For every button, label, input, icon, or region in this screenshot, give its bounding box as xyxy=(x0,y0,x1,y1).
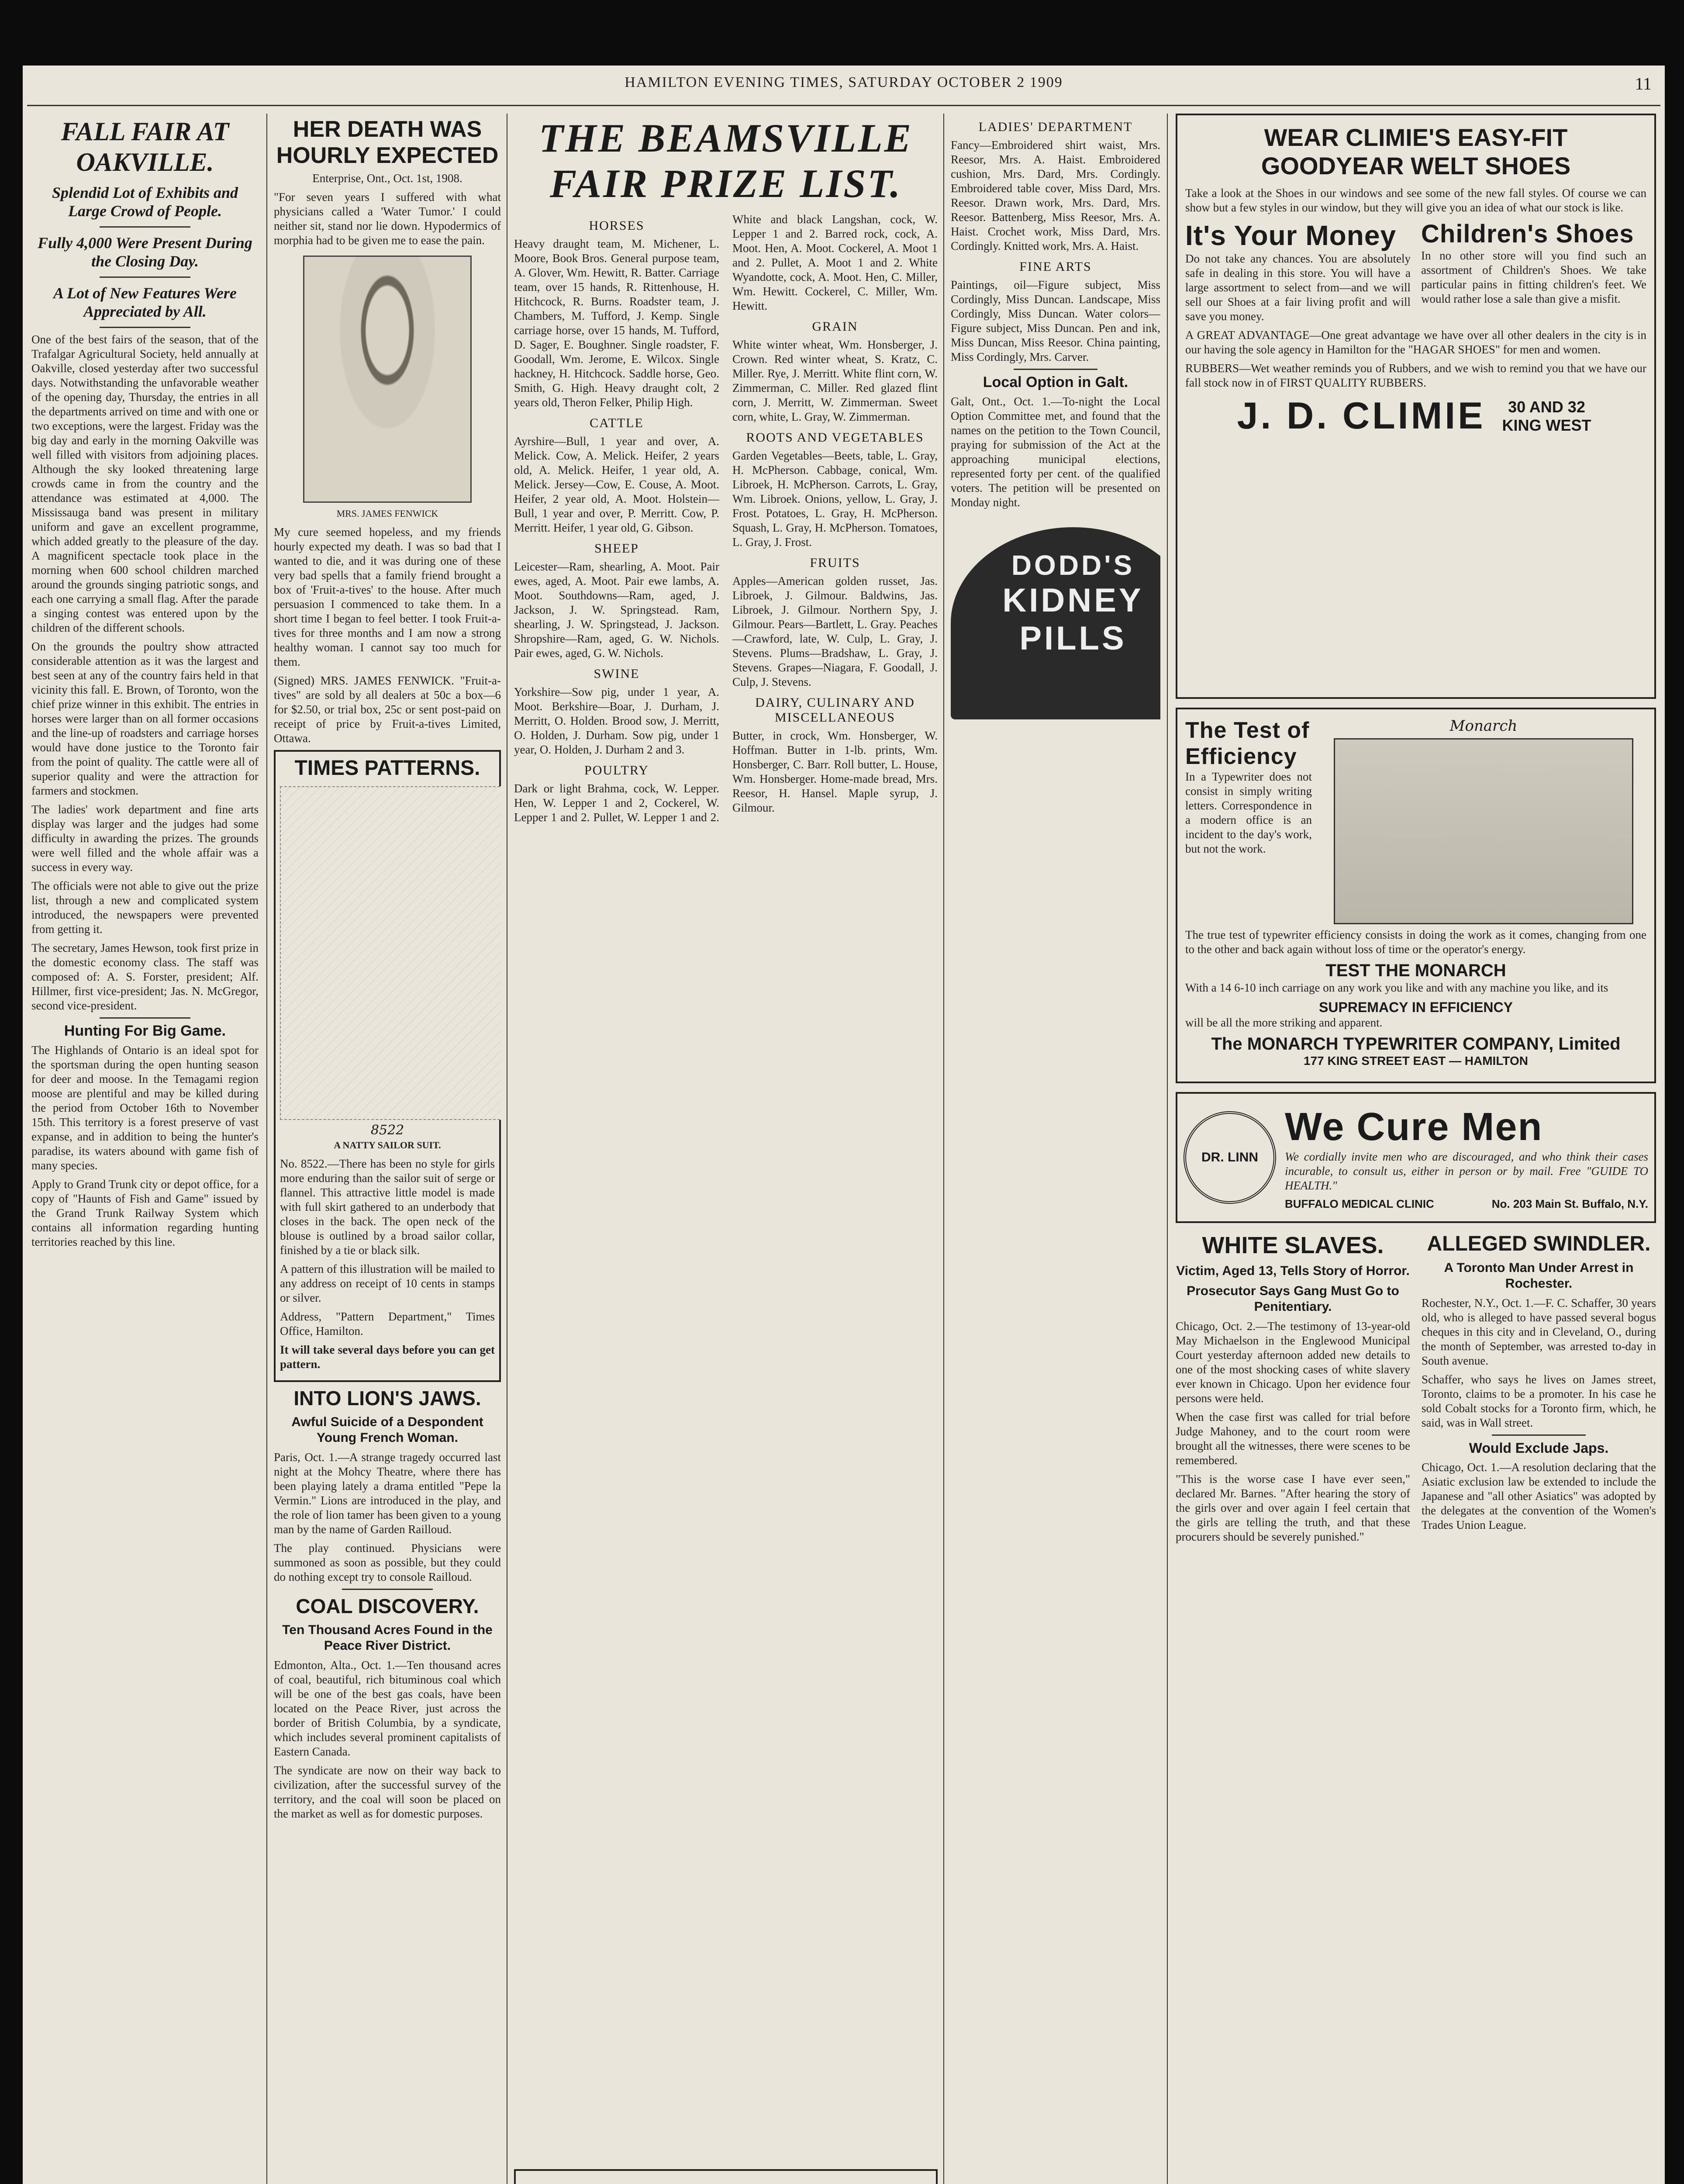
section-text: Paintings, oil—Figure subject, Miss Cordingly, Miss Duncan. Landscape, Miss Cordingly, Miss Duncan. Water colors—Figure subject, Miss Duncan. Pen and ink, Miss Duncan, Miss Reesor. China painting, Miss Cordingly, Mrs. Carver. xyxy=(951,278,1160,363)
top-rule xyxy=(27,105,1660,106)
portrait-caption: MRS. JAMES FENWICK xyxy=(336,508,438,519)
article-paragraph: The officials were not able to give out the prize list, through a new and complicated system introduced, the newspapers were prevented from getting it. xyxy=(31,879,259,936)
article-paragraph: My cure seemed hopeless, and my friends hourly expected my death. I was so bad that I wanted to die, and it was during one of these very bad spells that a family friend brought a box of 'Fruit-a-tives' to the house. After much persuasion I commenced to take them. In a short time I began to feel better. I took Fruit-a-tives for three months and I am now a strong healthy woman. I cannot say too much for them. xyxy=(274,525,501,668)
article-paragraph: The secretary, James Hewson, took first prize in the domestic economy class. The staff was composed of: A. S. Forster, president; Alf. Hillmer, first vice-president; Jas. N. McGregor, second vice-president. xyxy=(31,941,259,1012)
death-headline: HER DEATH WAS HOURLY EXPECTED xyxy=(276,117,499,168)
section-text: Fancy—Embroidered shirt waist, Mrs. Reesor, Mrs. A. Haist. Embroidered cushion, Mrs. Dard, Mrs. Cordingly. Embroidered table cover, Miss Dard, Mrs. Reesor. Drawn work, Mrs. Dard, Mrs. Reesor. Battenberg, Miss Reesor, Mrs. A. Haist. Crochet work, Miss Dard, Mrs. Cordingly. Knitted work, Mrs. A. Haist. xyxy=(951,138,1160,252)
divider xyxy=(100,226,190,228)
section-title: DAIRY, CULINARY AND MISCELLANEOUS xyxy=(755,695,915,725)
cure-ad-address: No. 203 Main St. Buffalo, N.Y. xyxy=(1491,1197,1648,1210)
galt-headline: Local Option in Galt. xyxy=(983,374,1128,390)
section-title: FINE ARTS xyxy=(1019,259,1092,274)
swindler-deck: A Toronto Man Under Arrest in Rochester. xyxy=(1444,1261,1634,1291)
dodds-kidney-pills-ad xyxy=(951,527,1160,719)
article-paragraph: The play continued. Physicians were summoned as soon as possible, but they could do nothing except try to console Railloud. xyxy=(274,1541,501,1583)
patterns-box xyxy=(274,750,501,1382)
cure-ad-text: We cordially invite men who are discouraged, and who think their cases incurable, to consult us, either in person or by mail. Free "GUIDE TO HEALTH." xyxy=(1285,1150,1648,1192)
climie-address: 30 AND 32 KING WEST xyxy=(1502,397,1591,434)
article-paragraph: Address, "Pattern Department," Times Office, Hamilton. xyxy=(280,1310,495,1337)
article-paragraph: No. 8522.—There has been no style for girls more enduring than the sailor suit of serge or flannel. This attractive little model is made with full skirt gathered to an underbody that closes in the back. The open neck of the blouse is outlined by a broad sailor collar, finished by a tie or black silk. xyxy=(280,1157,495,1257)
page-number: 11 xyxy=(1635,74,1652,93)
white-slaves-deck: Victim, Aged 13, Tells Story of Horror. xyxy=(1176,1264,1410,1278)
section-text: Dark or light Brahma, cock, W. Lepper. Hen, W. Lepper 1 and 2, Cockerel, W. Lepper 1 and 2. Pullet, W. Lepper 1 and 2. White and black Langshan, cock, W. Lepper 1 and 2. Barred rock, cock, A. Moot. Hen, A. Moot. Cockerel, A. Moot 1 and 2. Pullet, A. Moot 1 and 2. White Wyandotte, cock, A. Moot. Hen, C. Miller, Wm. Hewitt. Cockerel, C. Miller, Wm. Hewitt. xyxy=(514,213,938,824)
climie-headline: WEAR CLIMIE'S EASY-FIT xyxy=(1264,124,1568,151)
column-divider xyxy=(1167,114,1168,2184)
dodds-line: PILLS xyxy=(1019,620,1127,657)
patterns-headline: TIMES PATTERNS. xyxy=(294,757,480,780)
section-text: Butter, in crock, Wm. Honsberger, W. Hoffman. Butter in 1-lb. prints, Wm. Honsberger, C. Barr. Roll butter, L. House, Wm. Honsberger. Home-made bread, Mrs. Reesor, H. Hansel. Maple syrup, J. Gilmour. xyxy=(732,729,938,814)
monarch-address: 177 KING STREET EAST — HAMILTON xyxy=(1304,1054,1528,1068)
clinic-seal-icon xyxy=(1184,1111,1276,1204)
monarch-company: The MONARCH TYPEWRITER COMPANY, Limited xyxy=(1211,1034,1621,1054)
white-slaves-deck: Prosecutor Says Gang Must Go to Penitentiary. xyxy=(1187,1284,1399,1314)
clinic-seal-text: DR. LINN xyxy=(1201,1150,1258,1165)
pattern-caption: A NATTY SAILOR SUIT. xyxy=(334,1140,441,1151)
column-ladies xyxy=(951,114,1160,2184)
article-paragraph: Rochester, N.Y., Oct. 1.—F. C. Schaffer, 30 years old, who is alleged to have passed several bogus cheques in this city and in Cleveland, O., during the month of September, was arrested to-day in South avenue. xyxy=(1422,1296,1656,1367)
divider xyxy=(1492,1434,1586,1436)
column-white-slaves xyxy=(1176,1232,1410,1548)
dodds-line: DODD'S xyxy=(1011,549,1135,581)
climie-children xyxy=(1421,219,1646,328)
climie-headline: GOODYEAR WELT SHOES xyxy=(1261,152,1571,180)
lion-deck: Awful Suicide of a Despondent Young French Woman. xyxy=(291,1415,483,1445)
coal-headline: COAL DISCOVERY. xyxy=(296,1595,479,1617)
prize-list-headline: THE BEAMSVILLE FAIR PRIZE LIST. xyxy=(538,116,913,206)
climie-columns xyxy=(1185,219,1646,328)
article-paragraph: Chicago, Oct. 1.—A resolution declaring that the Asiatic exclusion law be extended to include the Japanese and "all other Asiatics" was adopted by the delegates at the convention of the Women's Trades Union League. xyxy=(1422,1461,1656,1531)
section-text: Heavy draught team, M. Michener, L. Moore, Book Bros. General purpose team, A. Glover, Wm. Hewitt, R. Batter. Carriage team, over 15 hands, R. Rittenhouse, H. Hitchcock, R. Burns. Roadster team, J. Chambers, M. Tufford, J. Kemp. Single carriage horse, over 15 hands, M. Tufford, D. Sager, E. Boughner. Single roadster, F. Goodall, Wm. Jerome, E. Wilcox. Single hackney, H. Hitchcock. Saddle horse, Geo. Smith, G. High. Heavy draught colt, 2 years old, Theron Felker, Philip High. xyxy=(514,237,719,409)
monarch-headline: The Test of Efficiency xyxy=(1185,718,1310,769)
fall-fair-headline: FALL FAIR AT OAKVILLE. xyxy=(61,117,229,176)
typewriter-illustration xyxy=(1334,738,1633,924)
section-title: POULTRY xyxy=(584,763,649,778)
climie-money xyxy=(1185,219,1411,328)
portrait-illustration xyxy=(303,256,472,503)
fall-fair-deck: Splendid Lot of Exhibits and Large Crowd of People. xyxy=(52,184,238,220)
coal-deck: Ten Thousand Acres Found in the Peace River District. xyxy=(282,1623,493,1653)
hunting-headline: Hunting For Big Game. xyxy=(64,1023,226,1039)
article-paragraph: Apply to Grand Trunk city or depot office, for a copy of "Haunts of Fish and Game" issued by the Grand Trunk Railway System which contains all information regarding hunting territories reached by this line. xyxy=(31,1178,259,1248)
article-paragraph: "For seven years I suffered with what physicians called a 'Water Tumor.' I could neither sit, stand nor lie down. Hypodermics of morphia had to be given me to ease the pain. xyxy=(274,190,501,247)
section-title: FRUITS xyxy=(810,556,860,570)
article-paragraph: (Signed) MRS. JAMES FENWICK. "Fruit-a-tives" are sold by all dealers at 50c a box—6 for $2.50, or trial box, 25c or sent post-paid on receipt of price by Fruit-a-tives Limited, Ottawa. xyxy=(274,674,501,745)
section-title: SWINE xyxy=(594,667,640,681)
article-paragraph: Galt, Ont., Oct. 1.—To-night the Local Option Committee met, and found that the names on the petition to the Town Council, praying for submission of the Act at the approaching municipal elections, represented forty per cent. of the qualified voters. The petition will be presented on Monday night. xyxy=(951,395,1160,509)
newspaper-page xyxy=(23,66,1665,2184)
monarch-supremacy-text: will be all the more striking and apparent. xyxy=(1185,1016,1383,1029)
cure-ad-body xyxy=(1285,1105,1648,1211)
column-news xyxy=(274,114,501,2184)
dodds-line: KIDNEY xyxy=(1002,582,1144,619)
article-paragraph: The ladies' work department and fine arts display was larger and the judges had some difficulty in awarding the prizes. The grounds were well filled and the whole affair was a success in every way. xyxy=(31,803,259,874)
climie-money-text: Do not take any chances. You are absolutely safe in dealing in this store. You will have a large assortment to select from—and we will sell our Shoes at a fair living profit and will save you money. xyxy=(1185,252,1411,323)
article-paragraph: Schaffer, who says he lives on James street, Toronto, claims to be a promoter. In his case he sold Cobalt stocks for a Toronto firm, which, he said, was in Wall street. xyxy=(1422,1373,1656,1429)
climie-advantage: A GREAT ADVANTAGE—One great advantage we have over all other dealers in the city is in our having the sole agency in Hamilton for the "HAGAR SHOES" for men and women. xyxy=(1185,328,1646,356)
article-paragraph: Paris, Oct. 1.—A strange tragedy occurred last night at the Mohcy Theatre, where there has been playing lately a drama entitled "Pepe la Vermin." Lions are introduced in the play, and the role of lion tamer has been given to a young man by the name of Garden Railloud. xyxy=(274,1451,501,1536)
white-slaves-headline: WHITE SLAVES. xyxy=(1202,1232,1384,1258)
monarch-label: Monarch xyxy=(1449,717,1518,735)
section-title: ROOTS AND VEGETABLES xyxy=(746,430,924,445)
section-text: Yorkshire—Sow pig, under 1 year, A. Moot. Berkshire—Boar, J. Durham, J. Merritt, O. Holden. Brood sow, J. Merritt, O. Holden, J. Durham. Sow pig, under 1 year, O. Holden, J. Durham 2 and 3. xyxy=(514,685,719,756)
sailor-suit-illustration xyxy=(280,786,501,1120)
article-paragraph: One of the best fairs of the season, that of the Trafalgar Agricultural Society, held annually at Oakville, closed yesterday after two successful days. Notwithstanding the unfavorable weather of the opening day, Thursday, the entries in all the departments arrived on time and with one or two exceptions, were the largest. Friday was the big day and early in the morning Oakville was well filled with visitors from adjoining places. Although the sky looked threatening large crowds came in from the country and the attendance was estimated at 4,000. The Mississauga band was present in military uniform and gave an excellent programme, which added greatly to the pleasure of the day. A magnificent spectacle took place in the morning when 600 school children marched around the grounds singing patriotic songs, and each one carrying a small flag. After the parade a singing contest was entered upon by the children of the different schools. xyxy=(31,333,259,634)
pattern-number: 8522 xyxy=(370,1123,404,1138)
climie-children-headline: Children's Shoes xyxy=(1421,220,1634,248)
section-text: Apples—American golden russet, Jas. Libroek, J. Gilmour. Baldwins, Jas. Libroek, J. Gilmour. Northern Spy, J. Gilmour. Pears—Bartlett, L. Gray. Peaches—Crawford, late, W. Culp, L. Gray, J. Stevens. Plums—Bradshaw, L. Gray, J. Stevens. Grapes—Niagara, F. Goodall, J. Culp, J. Stevens. xyxy=(732,574,938,688)
column-divider xyxy=(943,114,944,2184)
climie-intro: Take a look at the Shoes in our windows and see some of the new fall styles. Of course we can show but a few styles in our window, but they will give you an idea of what our stock is like. xyxy=(1185,187,1646,214)
section-title: GRAIN xyxy=(812,319,858,334)
divider xyxy=(100,276,190,278)
cure-ad-headline: We Cure Men xyxy=(1285,1105,1543,1149)
column-divider xyxy=(266,114,267,2184)
divider xyxy=(100,327,190,328)
death-dateline: Enterprise, Ont., Oct. 1st, 1908. xyxy=(312,172,462,185)
monarch-typewriter-ad xyxy=(1176,708,1656,1083)
climie-money-headline: It's Your Money xyxy=(1185,220,1397,251)
climie-brand: J. D. CLIMIE xyxy=(1237,395,1486,437)
piles-ad xyxy=(514,2169,938,2184)
article-paragraph: "This is the worse case I have ever seen," declared Mr. Barnes. "After hearing the story of the girls over and over again I feel certain that the girls are telling the truth, and that these procurers should be severely punished." xyxy=(1176,1472,1410,1543)
article-paragraph: Chicago, Oct. 2.—The testimony of 13-year-old May Michaelson in the Englewood Municipal Court yesterday afternoon added new details to one of the most shocking cases of white slavery ever known in Chicago. Upon her evidence four persons were held. xyxy=(1176,1320,1410,1405)
cure-ad-footer xyxy=(1285,1197,1648,1211)
article-paragraph: Edmonton, Alta., Oct. 1.—Ten thousand acres of coal, beautiful, rich bituminous coal which will be one of the best gas coals, have been located on the Peace River, just across the border of British Columbia, by a syndicate, which includes several prominent capitalists of Eastern Canada. xyxy=(274,1659,501,1758)
column-swindler xyxy=(1422,1232,1656,1548)
monarch-body: The true test of typewriter efficiency consists in doing the work as it comes, changing from one to the other and back again without loss of time or the operator's energy. xyxy=(1185,928,1646,956)
we-cure-men-ad xyxy=(1176,1092,1656,1223)
section-title: SHEEP xyxy=(594,541,639,556)
cure-ad-clinic: BUFFALO MEDICAL CLINIC xyxy=(1285,1197,1434,1210)
column-right xyxy=(1176,114,1656,2184)
fall-fair-deck: A Lot of New Features Were Appreciated by All. xyxy=(53,284,237,320)
section-text: White winter wheat, Wm. Honsberger, J. Crown. Red winter wheat, S. Kratz, C. Miller. Rye, J. Merritt. White flint corn, W. Zimmerman, C. Miller. Red glazed flint corn, J. Merritt, W. Zimmerman. Sweet corn, white, L. Gray, W. Zimmerman. xyxy=(732,338,938,423)
section-title: CATTLE xyxy=(590,416,644,430)
section-title: LADIES' DEPARTMENT xyxy=(978,120,1133,134)
prize-list-body xyxy=(514,212,938,2169)
divider xyxy=(1014,369,1097,370)
bottom-news xyxy=(1176,1232,1656,1548)
monarch-intro: In a Typewriter does not consist in simply writing letters. Correspondence in a modern office is an incident to the day's work, but not the work. xyxy=(1185,770,1312,855)
article-paragraph: It will take several days before you can get pattern. xyxy=(280,1343,495,1371)
climie-rubbers: RUBBERS—Wet weather reminds you of Rubbers, and we wish to remind you that we have our fall stock now in of FIRST QUALITY RUBBERS. xyxy=(1185,362,1646,389)
masthead-title: HAMILTON EVENING TIMES, SATURDAY OCTOBER 2 1909 xyxy=(625,74,1063,90)
climie-children-text: In no other store will you find such an assortment of Children's Shoes. We take particular pains in fitting children's feet. We would rather lose a sale than give a misfit. xyxy=(1421,249,1646,305)
japs-headline: Would Exclude Japs. xyxy=(1469,1440,1609,1456)
article-paragraph: When the case first was called for trial before Judge Mahoney, and to the court room were brought all the witnesses, there were scenes to be remembered. xyxy=(1176,1410,1410,1467)
monarch-supremacy: SUPREMACY IN EFFICIENCY xyxy=(1319,999,1513,1015)
article-paragraph: On the grounds the poultry show attracted considerable attention as it was the largest and best seen at any of the country fairs held in that vicinity this fall. E. Brown, of Toronto, won the chief prize winner in this exhibit. The entries in horses were larger than on all former occasions and the line-up of roadsters and carriage horses would have done justice to the Toronto fair from the point of quality. The cattle were all of superior quality and were the attraction for farmers and stockmen. xyxy=(31,640,259,797)
article-paragraph: The syndicate are now on their way back to civilization, after the successful survey of the territory, and the coal will soon be placed on the market as well as for domestic purposes. xyxy=(274,1764,501,1820)
divider xyxy=(100,1017,190,1019)
column-fall-fair xyxy=(31,114,259,2184)
section-title: HORSES xyxy=(589,218,645,233)
section-text: Ayrshire—Bull, 1 year and over, A. Melick. Cow, A. Melick. Heifer, 2 years old, A. Melick. Heifer, 1 year old, A. Melick. Jersey—Cow, E. Couse, A. Moot. Heifer, 2 year old, A. Moot. Holstein—Bull, 1 year and over, P. Merritt. Cow, P. Merritt. Heifer, 1 year old, G. Gibson. xyxy=(514,435,719,534)
fall-fair-deck: Fully 4,000 Were Present During the Closing Day. xyxy=(38,234,252,270)
monarch-left xyxy=(1185,717,1312,928)
monarch-test-text: With a 14 6-10 inch carriage on any work you like and with any machine you like, and its xyxy=(1185,981,1608,994)
monarch-test: TEST THE MONARCH xyxy=(1325,961,1506,980)
monarch-right xyxy=(1321,717,1646,928)
section-text: Garden Vegetables—Beets, table, L. Gray, H. McPherson. Cabbage, conical, Wm. Libroek, H. McPherson. Carrots, L. Gray, Wm. Libroek. Onions, yellow, L. Gray, J. Frost. Potatoes, L. Gray, H. McPherson. Squash, L. Gray, H. McPherson. Tomatoes, L. Gray, J. Frost. xyxy=(732,449,938,549)
divider xyxy=(342,1589,433,1590)
column-prize-list xyxy=(514,114,938,2184)
climie-brand-row xyxy=(1185,394,1646,438)
climie-shoes-ad xyxy=(1176,114,1656,699)
lion-headline: INTO LION'S JAWS. xyxy=(293,1387,481,1410)
masthead xyxy=(23,74,1665,100)
monarch-top-row xyxy=(1185,717,1646,928)
section-text: Leicester—Ram, shearling, A. Moot. Pair ewes, aged, A. Moot. Pair ewe lambs, A. Moot. Southdowns—Ram, aged, J. Jackson, J. W. Springstead. Ram, shearling, J. W. Springstead, J. Jackson. Shropshire—Ram, aged, G. W. Nichols. Pair ewes, aged, G. W. Nichols. xyxy=(514,560,719,660)
article-paragraph: The Highlands of Ontario is an ideal spot for the sportsman during the open hunting season for deer and moose. In the Temagami region moose are plentiful and may be killed during the period from October 16th to November 15th. This territory is a forest preserve of vast expanse, and in addition to being the hunter's paradise, its waters abound with game fish of many species. xyxy=(31,1044,259,1172)
swindler-headline: ALLEGED SWINDLER. xyxy=(1427,1232,1651,1255)
article-paragraph: A pattern of this illustration will be mailed to any address on receipt of 10 cents in stamps or silver. xyxy=(280,1262,495,1304)
